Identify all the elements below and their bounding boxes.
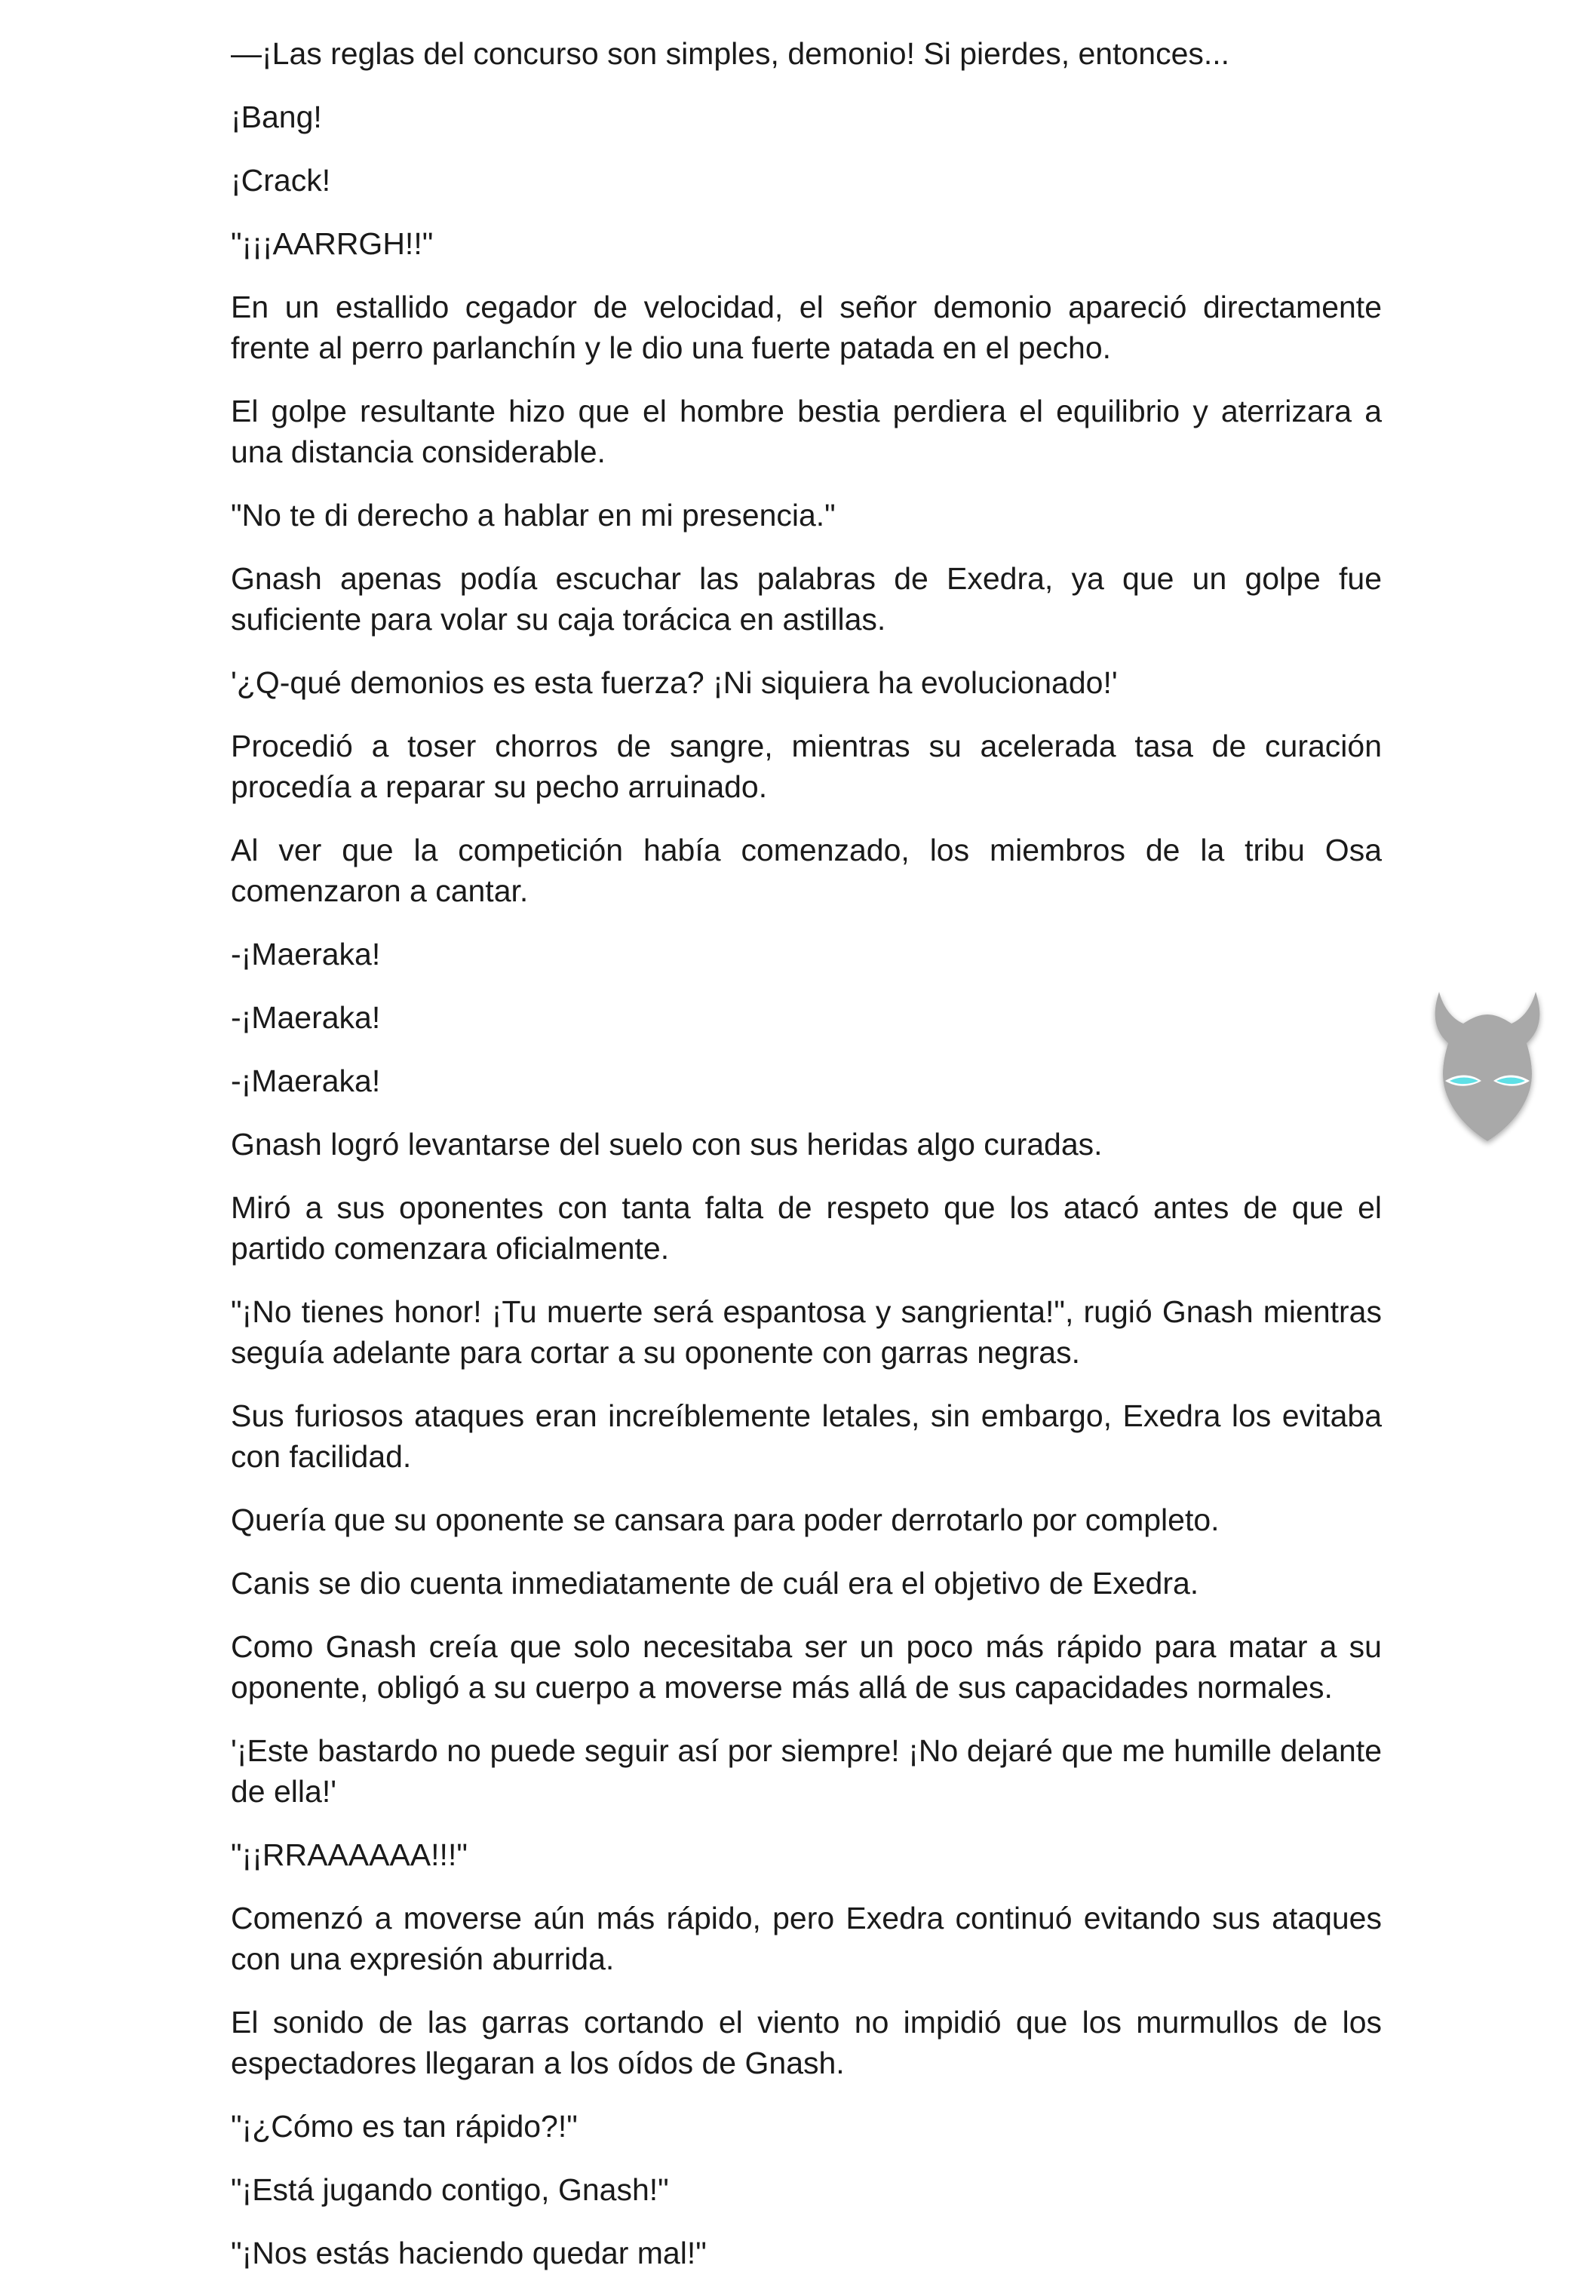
paragraph: El sonido de las garras cortando el viento no impidió que los murmullos de los espectadores llegaran a los oídos de Gnash.	[231, 2005, 1382, 2080]
paragraph: "¡Está jugando contigo, Gnash!"	[231, 2172, 669, 2207]
document-body	[231, 33, 1382, 2296]
paragraph: Sus furiosos ataques eran increíblemente letales, sin embargo, Exedra los evitaba con facilidad.	[231, 1398, 1382, 1474]
paragraph: Gnash apenas podía escuchar las palabras de Exedra, ya que un golpe fue suficiente para volar su caja torácica en astillas.	[231, 561, 1382, 637]
paragraph: "No te di derecho a hablar en mi presencia."	[231, 498, 836, 533]
demon-head-icon	[1418, 984, 1558, 1150]
paragraph: ¡Crack!	[231, 163, 331, 198]
paragraph: Gnash logró levantarse del suelo con sus heridas algo curadas.	[231, 1127, 1103, 1162]
paragraph: El golpe resultante hizo que el hombre bestia perdiera el equilibrio y aterrizara a una distancia considerable.	[231, 394, 1382, 469]
paragraph: -¡Maeraka!	[231, 1064, 381, 1098]
paragraph: -¡Maeraka!	[231, 937, 381, 972]
paragraph: Procedió a toser chorros de sangre, mientras su acelerada tasa de curación procedía a reparar su pecho arruinado.	[231, 729, 1382, 804]
paragraph: "¡Nos estás haciendo quedar mal!"	[231, 2236, 707, 2270]
paragraph: Como Gnash creía que solo necesitaba ser un poco más rápido para matar a su oponente, obligó a su cuerpo a moverse más allá de sus capacidades normales.	[231, 1629, 1382, 1705]
paragraph: Al ver que la competición había comenzado, los miembros de la tribu Osa comenzaron a cantar.	[231, 833, 1382, 908]
paragraph: Miró a sus oponentes con tanta falta de respeto que los atacó antes de que el partido comenzara oficialmente.	[231, 1190, 1382, 1266]
paragraph: "¡¡RRAAAAAA!!!"	[231, 1837, 468, 1872]
paragraph: '¡Este bastardo no puede seguir así por siempre! ¡No dejaré que me humille delante de ella!'	[231, 1733, 1382, 1809]
paragraph: Quería que su oponente se cansara para poder derrotarlo por completo.	[231, 1503, 1220, 1537]
paragraph: En un estallido cegador de velocidad, el señor demonio apareció directamente frente al perro parlanchín y le dio una fuerte patada en el pecho.	[231, 290, 1382, 365]
paragraph: "¡No tienes honor! ¡Tu muerte será espantosa y sangrienta!", rugió Gnash mientras seguía adelante para cortar a su oponente con garras negras.	[231, 1294, 1382, 1370]
paragraph: "¡¡¡AARRGH!!"	[231, 226, 434, 261]
paragraph: Canis se dio cuenta inmediatamente de cuál era el objetivo de Exedra.	[231, 1566, 1199, 1601]
paragraph: ¡Bang!	[231, 100, 322, 134]
paragraph: —¡Las reglas del concurso son simples, demonio! Si pierdes, entonces...	[231, 36, 1230, 71]
paragraph: Comenzó a moverse aún más rápido, pero Exedra continuó evitando sus ataques con una expresión aburrida.	[231, 1901, 1382, 1976]
paragraph: '¿Q-qué demonios es esta fuerza? ¡Ni siquiera ha evolucionado!'	[231, 665, 1118, 700]
paragraph: "¡¿Cómo es tan rápido?!"	[231, 2109, 578, 2144]
paragraph: -¡Maeraka!	[231, 1000, 381, 1035]
